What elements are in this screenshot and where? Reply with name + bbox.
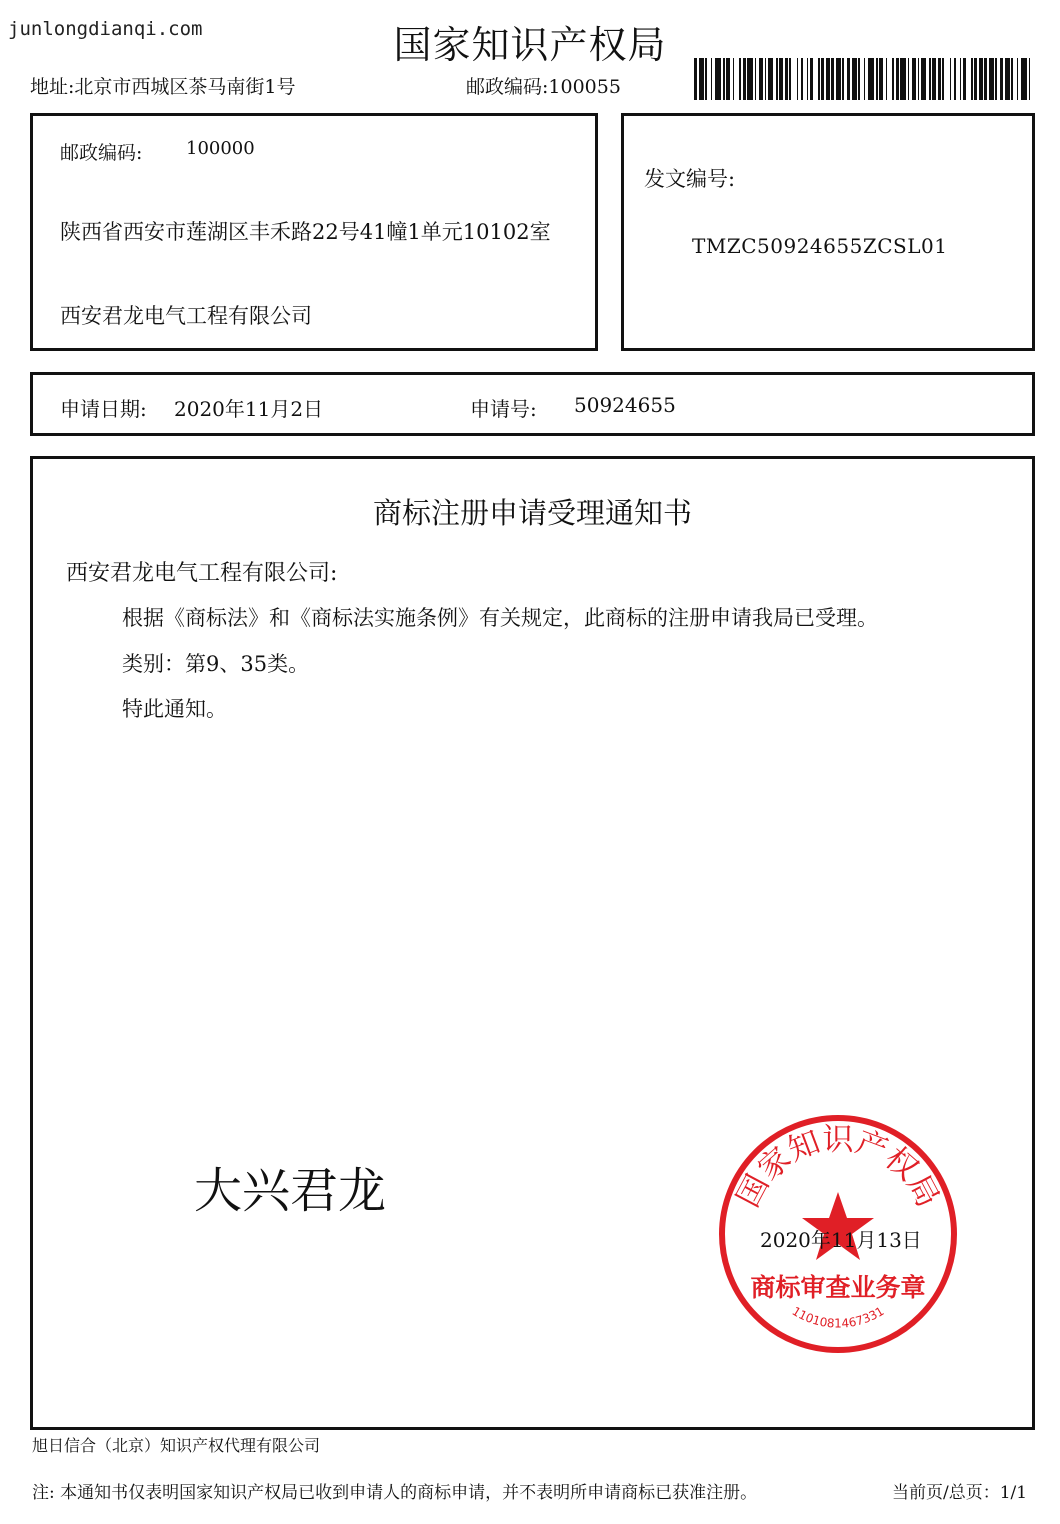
barcode-bar	[932, 58, 936, 100]
application-number-label: 申请号:	[470, 397, 537, 421]
barcode-bar	[831, 58, 834, 100]
barcode-bar	[797, 58, 798, 100]
application-date: 2020年11月2日	[174, 397, 324, 421]
barcode-bar	[743, 58, 746, 100]
barcode-bar	[733, 58, 734, 100]
barcode-bar	[989, 58, 994, 100]
recipient-postcode-label: 邮政编码:	[60, 142, 143, 164]
barcode-bar	[821, 58, 824, 100]
barcode-bar	[785, 58, 788, 100]
barcode-bar	[950, 58, 951, 100]
barcode-bar	[1029, 58, 1030, 100]
barcode-bar	[1017, 58, 1018, 100]
barcode-bar	[739, 58, 741, 100]
barcode-bar	[868, 58, 874, 100]
barcode-bar	[810, 58, 813, 100]
barcode-bars	[694, 58, 1030, 100]
barcode-bar	[765, 58, 766, 100]
barcode-bar	[921, 58, 926, 100]
recipient-postcode: 100000	[186, 138, 255, 159]
office-postcode: 邮政编码:100055	[466, 76, 621, 98]
barcode-bar	[723, 58, 725, 100]
recipient-address: 陕西省西安市莲湖区丰禾路22号41幢1单元10102室	[60, 220, 551, 244]
barcode-bar	[912, 58, 916, 100]
barcode-bar	[864, 58, 865, 100]
handwritten-note: 大兴君龙	[194, 1163, 387, 1219]
barcode-bar	[842, 58, 844, 100]
barcode-bar	[705, 58, 707, 100]
barcode-bar	[960, 58, 961, 100]
barcode-bar	[852, 58, 857, 100]
barcode-bar	[892, 58, 894, 100]
barcode-bar	[836, 58, 841, 100]
barcode-bar	[818, 58, 820, 100]
barcode-bar	[938, 58, 941, 100]
barcode-bar	[858, 58, 860, 100]
seal-date: 2020年11月13日	[760, 1228, 922, 1252]
barcode-bar	[963, 58, 966, 100]
application-number: 50924655	[574, 393, 676, 417]
barcode-bar	[995, 58, 997, 100]
office-address: 地址:北京市西城区茶马南街1号	[30, 76, 296, 98]
barcode-bar	[755, 58, 756, 100]
barcode-bar	[807, 58, 808, 100]
barcode-bar	[900, 58, 906, 100]
page-indicator: 当前页/总页：1/1	[892, 1483, 1028, 1503]
document-number-box	[621, 113, 1035, 351]
barcode-bar	[886, 58, 887, 100]
barcode-bar	[984, 58, 987, 100]
barcode-bar	[726, 58, 730, 100]
barcode-bar	[711, 58, 712, 100]
seal-outer-text: 国家知识产权局	[730, 1122, 946, 1214]
barcode-bar	[715, 58, 721, 100]
barcode-bar	[1005, 58, 1010, 100]
seal-serial: 1101081467331	[789, 1303, 887, 1331]
barcode-bar	[1011, 58, 1013, 100]
barcode-bar	[789, 58, 791, 100]
barcode	[694, 58, 1030, 100]
notice-title: 商标注册申请受理通知书	[372, 496, 692, 530]
footnote: 注: 本通知书仅表明国家知识产权局已收到申请人的商标申请，并不表明所申请商标已获准注册。	[32, 1483, 758, 1503]
agency-name: 旭日信合（北京）知识产权代理有限公司	[32, 1436, 321, 1455]
barcode-bar	[779, 58, 783, 100]
notice-closing: 特此通知。	[122, 697, 227, 721]
barcode-bar	[768, 58, 773, 100]
barcode-bar	[694, 58, 697, 100]
barcode-bar	[699, 58, 704, 100]
barcode-bar	[1021, 58, 1027, 100]
barcode-bar	[942, 58, 944, 100]
notice-body: 根据《商标法》和《商标法实施条例》有关规定，此商标的注册申请我局已受理。	[122, 606, 878, 630]
barcode-bar	[908, 58, 909, 100]
document-number: TMZC50924655ZCSL01	[692, 234, 948, 258]
watermark-url: junlongdianqi.com	[8, 18, 203, 40]
recipient-name: 西安君龙电气工程有限公司	[60, 304, 312, 328]
barcode-bar	[876, 58, 878, 100]
notice-classes: 类别：第9、35类。	[122, 652, 310, 676]
barcode-bar	[826, 58, 830, 100]
barcode-bar	[974, 58, 977, 100]
barcode-bar	[896, 58, 899, 100]
office-title: 国家知识产权局	[393, 23, 667, 67]
barcode-bar	[971, 58, 973, 100]
barcode-bar	[759, 58, 763, 100]
barcode-bar	[918, 58, 919, 100]
seal-inner-text: 商标审查业务章	[750, 1273, 926, 1302]
barcode-bar	[879, 58, 883, 100]
application-date-label: 申请日期:	[60, 397, 147, 421]
barcode-bar	[979, 58, 983, 100]
barcode-bar	[747, 58, 753, 100]
barcode-bar	[954, 58, 956, 100]
barcode-bar	[801, 58, 803, 100]
barcode-bar	[929, 58, 931, 100]
barcode-bar	[776, 58, 778, 100]
document-number-label: 发文编号:	[644, 167, 736, 191]
barcode-bar	[847, 58, 850, 100]
barcode-bar	[1000, 58, 1003, 100]
notice-addressee: 西安君龙电气工程有限公司:	[66, 561, 338, 586]
